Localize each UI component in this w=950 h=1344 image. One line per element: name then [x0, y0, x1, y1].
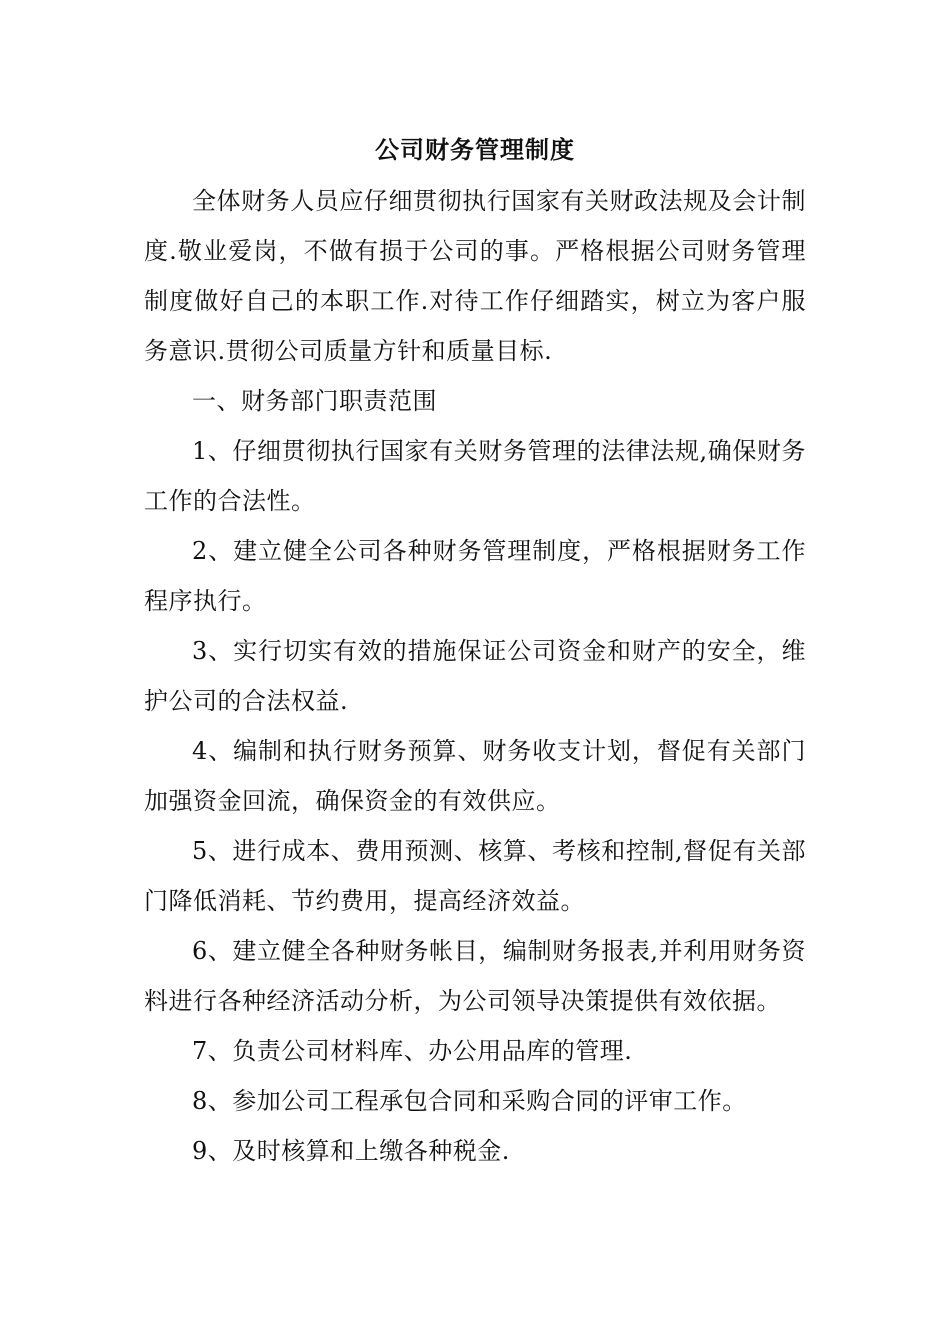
list-item: 6、建立健全各种财务帐目，编制财务报表,并利用财务资料进行各种经济活动分析，为公司领导决策提供有效依据。 [144, 937, 806, 1015]
list-item: 8、参加公司工程承包合同和采购合同的评审工作。 [192, 1087, 747, 1115]
document-page [144, 128, 806, 1176]
document-title: 公司财务管理制度 [375, 135, 575, 164]
list-item: 2、建立健全公司各种财务管理制度，严格根据财务工作程序执行。 [144, 537, 806, 615]
section-heading: 一、财务部门职责范围 [192, 387, 437, 415]
list-item: 7、负责公司材料库、办公用品库的管理. [192, 1037, 633, 1065]
list-item: 1、仔细贯彻执行国家有关财务管理的法律法规,确保财务工作的合法性。 [144, 437, 806, 515]
list-item: 3、实行切实有效的措施保证公司资金和财产的安全，维护公司的合法权益. [144, 637, 806, 715]
list-item: 4、编制和执行财务预算、财务收支计划，督促有关部门加强资金回流，确保资金的有效供应。 [144, 737, 806, 815]
list-item: 9、及时核算和上缴各种税金. [192, 1137, 510, 1165]
intro-paragraph: 全体财务人员应仔细贯彻执行国家有关财政法规及会计制度.敬业爱岗，不做有损于公司的事。严格根据公司财务管理制度做好自己的本职工作.对待工作仔细踏实，树立为客户服务意识.贯彻公司质量方针和质量目标. [144, 187, 806, 365]
list-item: 5、进行成本、费用预测、核算、考核和控制,督促有关部门降低消耗、节约费用，提高经济效益。 [144, 837, 806, 915]
